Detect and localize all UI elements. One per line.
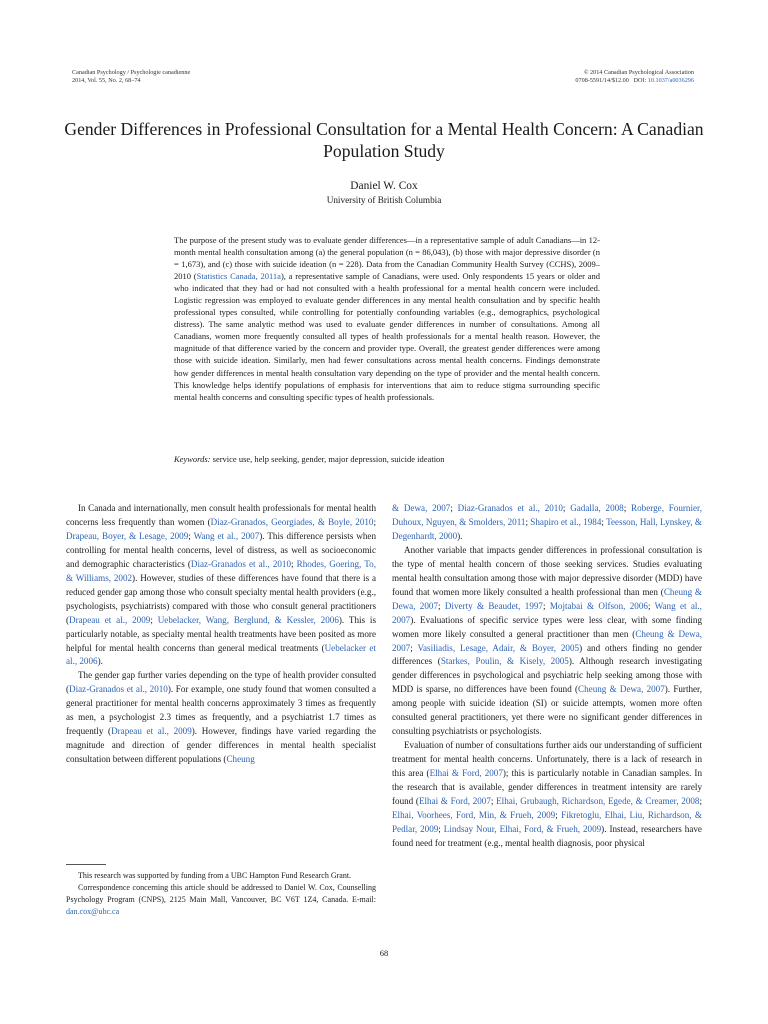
body-paragraph: Evaluation of number of consultations further aids our understanding of sufficient treatment for mental health concerns. Unfortunately, there is a lack of research in this area (Elhai & Ford, 2007); this is particularly notable in Canadian samples. In the research that is available, gender differences in treatment intensity are rarely found (Elhai & Ford, 2007; Elhai, Grubaugh, Richardson, Egede, & Creamer, 2008; Elhai, Voorhees, Ford, Min, & Frueh, 2009; Fikretoglu, Elhai, Liu, Richardson, & Pedlar, 2009; Lindsay Nour, Elhai, Ford, & Frueh, 2009). Instead, researchers have found need for treatment (e.g., mental health diagnosis, poor physical (392, 740, 702, 848)
footnote-divider (66, 864, 106, 865)
correspondence-note: Correspondence concerning this article should be addressed to Daniel W. Cox, Counselling Psychology Program (CNPS), 2125 Main Mall, Vancouver, BC V6T 1Z4, Canada. E-mail: dan.cox@ubc.ca (66, 883, 376, 916)
keywords-label: Keywords: (174, 454, 211, 464)
citation-link[interactable]: Gadalla, 2008 (570, 503, 624, 513)
body-paragraph: In Canada and internationally, men consult health professionals for mental health concerns less frequently than women (Diaz-Granados, Georgiades, & Boyle, 2010; Drapeau, Boyer, & Lesage, 2009; Wang et al., 2007). This difference persists when controlling for mental health concerns, level of distress, as well as socioeconomic and demographic characteristics (Diaz-Granados et al., 2010; Rhodes, Goering, To, & Williams, 2002). However, studies of these differences have found that there is a reduced gender gap among those who consult specialty mental health providers (e.g., psychologists, psychiatrists) compared with those who consult general practitioners (Drapeau et al., 2009; Uebelacker, Wang, Berglund, & Kessler, 2006). This is particularly notable, as specialty mental health treatments have been posited as more helpful for mental health concerns than general medical treatments (Uebelacker et al., 2006). (66, 503, 377, 667)
body-column-right (392, 502, 702, 851)
citation-link[interactable]: Roberge, Fournier, Duhoux, Nguyen, & Smolders, 2011 (392, 503, 702, 527)
keywords-list: service use, help seeking, gender, major depression, suicide ideation (212, 454, 445, 464)
citation-link[interactable]: Teesson, Hall, Lynskey, & Degenhardt, 2000 (392, 516, 702, 541)
citation-link[interactable]: Cheung (226, 754, 255, 765)
body-column-left (66, 502, 376, 767)
citation-link[interactable]: Rhodes, Goering, To, & Williams, 2002 (66, 558, 376, 583)
citation-link[interactable]: Diaz-Granados et al., 2010 (190, 558, 292, 569)
citation-link[interactable]: Diverty & Beaudet, 1997 (444, 600, 543, 611)
citation-link[interactable]: Drapeau et al., 2009 (69, 614, 151, 625)
article-title: Gender Differences in Professional Consultation for a Mental Health Concern: A Canadian Population Study (64, 119, 704, 161)
citation-link[interactable]: Elhai & Ford, 2007 (429, 768, 503, 779)
citation-link[interactable]: Mojtabai & Olfson, 2006 (549, 600, 648, 611)
journal-name: Canadian Psychology / Psychologie canadienne (72, 69, 191, 76)
citation-link[interactable]: Uebelacker, Wang, Berglund, & Kessler, 2006 (157, 614, 339, 625)
footnotes (66, 870, 376, 918)
citation-link[interactable]: Lindsay Nour, Elhai, Ford, & Frueh, 2009 (443, 823, 602, 834)
volume-info: 2014, Vol. 55, No. 2, 68–74 (72, 77, 141, 84)
running-header-left (72, 69, 190, 85)
citation-link[interactable]: Fikretoglu, Elhai, Liu, Richardson, & Pedlar, 2009 (392, 809, 702, 834)
citation-link[interactable]: Cheung & Dewa, 2007 (578, 684, 665, 695)
citation-link[interactable]: Wang et al., 2007 (193, 530, 260, 541)
body-paragraph: Another variable that impacts gender differences in professional consultation is the type of mental health concern of those seeking services. Studies evaluating mental health consultation among those with major depressive disorder (MDD) have found that women more likely consulted a health professional than men (Cheung & Dewa, 2007; Diverty & Beaudet, 1997; Mojtabai & Olfson, 2006; Wang et al., 2007). Evaluations of specific service types were less clear, with some finding women more likely consulted a general practitioner than men (Cheung & Dewa, 2007; Vasiliadis, Lesage, Adair, & Boyer, 2005) and others finding no gender differences (Starkes, Poulin, & Kisely, 2005). Although research investigating gender differences in psychological and psychiatric help seeking among those with MDD is sparse, no differences have been found (Cheung & Dewa, 2007). Further, among people with suicide ideation (SI) or suicide attempts, women more often consulted general practitioners, yet there were no significant gender differences in consulting psychiatrists or psychologists. (392, 544, 703, 737)
email-link[interactable]: dan.cox@ubc.ca (66, 907, 120, 916)
citation-link[interactable]: Shapiro et al., 1984 (530, 516, 602, 527)
citation-link[interactable]: Uebelacker et al., 2006 (66, 642, 376, 667)
page-number: 68 (379, 948, 389, 958)
citation-link[interactable]: Diaz-Granados et al., 2010 (69, 684, 168, 695)
citation-link[interactable]: Vasiliadis, Lesage, Adair, & Boyer, 2005 (417, 642, 580, 653)
citation-link[interactable]: & Dewa, 2007 (392, 503, 451, 513)
citation-link[interactable]: Drapeau et al., 2009 (111, 726, 192, 737)
issn: 0708-5591/14/$12.00 (575, 77, 629, 84)
doi-label: DOI: (633, 77, 647, 84)
copyright-line: © 2014 Canadian Psychological Association (583, 69, 694, 76)
citation-link[interactable]: Diaz-Granados, Georgiades, & Boyle, 2010 (210, 516, 374, 527)
funding-note: This research was supported by funding from a UBC Hampton Fund Research Grant. (78, 871, 352, 880)
abstract: The purpose of the present study was to evaluate gender differences—in a representative sample of adult Canadians—in 12-month mental health consultation among (a) the general population (n = 86,043), (b) those with major depressive disorder (n = 1,673), and (c) those with suicide ideation (n = 228). Data from the Canadian Community Health Survey (CCHS), 2009–2010 (Statistics Canada, 2011a), a representative sample of Canadians, were used. Only respondents 15 years or older and who indicated that they had or had not consulted with a health professional for a mental health concern were included. Logistic regression was employed to evaluate gender differences in any mental health consultation and by specific health professional types consulted, while controlling for potentially confounding variables (e.g., demographics, psychological distress). The same analytic method was used to evaluate gender differences in number of consultations. Among all Canadians, women more frequently consulted all types of health professionals for a mental health reason. However, the magnitude of that difference varied by the concern and provider type. Overall, the greatest gender differences were among those with suicide ideation. Similarly, men had fewer consultations across mental health concerns. Findings demonstrate how gender differences in mental health consultation vary depending on the type of provider and the mental health concern. This knowledge helps identify populations of emphasis for interventions that aim to reduce stigma surrounding specific mental health concerns and consulting specific types of health professionals. (174, 235, 600, 402)
citation-link[interactable]: Starkes, Poulin, & Kisely, 2005 (440, 656, 569, 667)
citation-link[interactable]: Cheung & Dewa, 2007 (392, 628, 703, 653)
doi-link[interactable]: 10.1037/a0036296 (647, 77, 694, 84)
citation-link[interactable]: Diaz-Granados et al., 2010 (457, 503, 563, 513)
running-header-right (575, 69, 694, 85)
body-paragraph: The gender gap further varies depending on the type of health provider consulted (Diaz-Granados et al., 2010). For example, one study found that women consulted a general practitioner for mental health concerns approximately 3 times as frequently as men, a psychologist 2.3 times as frequently, and a psychiatrist 1.7 times as frequently (Drapeau et al., 2009). However, findings have varied regarding the magnitude and direction of gender differences in mental health specialist consultation between different populations (Cheung (66, 670, 376, 765)
author-name: Daniel W. Cox (350, 180, 418, 192)
keywords (174, 454, 600, 464)
citation-link[interactable]: Elhai, Grubaugh, Richardson, Egede, & Creamer, 2008 (496, 796, 700, 807)
citation-link[interactable]: Elhai, Voorhees, Ford, Min, & Frueh, 2009 (392, 809, 556, 820)
citation-link[interactable]: Cheung & Dewa, 2007 (392, 586, 703, 611)
citation-link[interactable]: Elhai & Ford, 2007 (418, 796, 491, 807)
author-affiliation: University of British Columbia (326, 195, 442, 205)
citation-link[interactable]: Statistics Canada, 2011a (196, 271, 281, 282)
citation-link[interactable]: Drapeau, Boyer, & Lesage, 2009 (66, 530, 189, 541)
body-paragraph: & Dewa, 2007; Diaz-Granados et al., 2010; Gadalla, 2008; Roberge, Fournier, Duhoux, Nguyen, & Smolders, 2011; Shapiro et al., 1984; Teesson, Hall, Lynskey, & Degenhardt, 2000). (392, 503, 702, 541)
citation-link[interactable]: Wang et al., 2007 (392, 600, 702, 625)
issn-doi-line (575, 77, 694, 85)
